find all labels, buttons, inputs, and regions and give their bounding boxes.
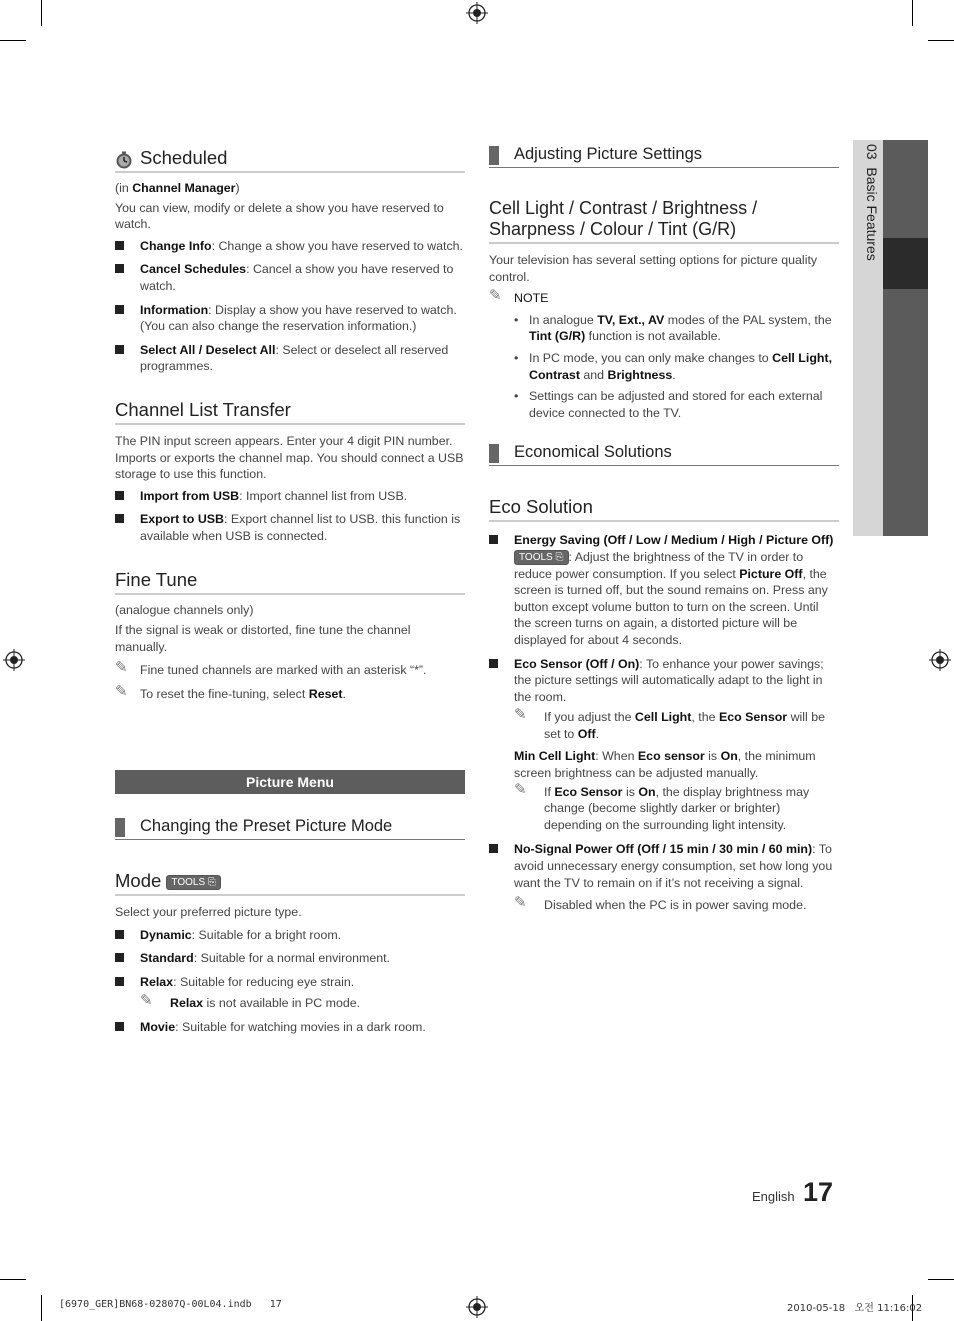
crop-mark [0, 1279, 26, 1280]
note: ✎ If Eco Sensor is On, the display brightness may change (become slightly darker or brighter) depending on the surrounding light intensity. [514, 780, 810, 832]
bullet-square-icon [115, 305, 124, 314]
list-item: Energy Saving (Off / Low / Medium / High / Picture Off) TOOLS ⎘ : Adjust the brightness of the TV in order to reduce power consumption. If you select Picture Off, the screen is turned off, but the sound remains on. Press any button except volume button to turn on the screen. Until the screen turns on again, a distorted picture will be displayed for about 4 seconds. [489, 532, 839, 648]
mode-intro: Select your preferred picture type. [115, 905, 302, 919]
bullet-square-icon [115, 264, 124, 273]
registration-mark-icon [466, 1296, 488, 1318]
left-column-lower [115, 815, 465, 1036]
mode-title: Mode [115, 870, 162, 891]
preset-picture-mode-heading: Changing the Preset Picture Mode [115, 815, 465, 840]
pencil-note-icon: ✎ [115, 659, 128, 677]
crop-mark [0, 40, 26, 41]
list-item: Dynamic: Suitable for a bright room. [115, 927, 465, 944]
list-item: Change Info: Change a show you have reserved to watch. [115, 238, 465, 255]
footer-file: [6970_GER]BN68-02807Q-00L04.indb 17 [59, 1299, 282, 1310]
bullet-square-icon [115, 977, 124, 986]
fine-tune-heading: Fine Tune [115, 569, 465, 595]
bullet-square-icon [115, 491, 124, 500]
eco-solution-heading: Eco Solution [489, 496, 839, 522]
scheduled-heading [115, 147, 465, 173]
list-item: Relax: Suitable for reducing eye strain. [115, 974, 465, 991]
scheduled-context: (in Channel Manager) [115, 181, 240, 195]
clock-icon [115, 151, 133, 169]
pencil-note-icon: ✎ [514, 706, 527, 724]
footer-language: English [752, 1189, 795, 1204]
adjusting-picture-settings-heading: Adjusting Picture Settings [489, 143, 839, 168]
bullet-square-icon [115, 514, 124, 523]
scheduled-title: Scheduled [140, 147, 228, 168]
note: ✎ If you adjust the Cell Light, the Eco Sensor will be set to Off. [514, 706, 825, 741]
bullet-square-icon [115, 930, 124, 939]
scheduled-intro: You can view, modify or delete a show you have reserved to watch. [115, 200, 444, 232]
right-column [489, 143, 839, 914]
channel-list-transfer-heading: Channel List Transfer [115, 399, 465, 425]
side-tab-label: 03 Basic Features [864, 144, 880, 261]
list-item: Information: Display a show you have reserved to watch. (You can also change the reservation information.) [115, 302, 465, 335]
registration-mark-icon [3, 649, 25, 671]
crop-mark [928, 40, 954, 41]
bullet-square-icon [489, 659, 498, 668]
economical-solutions-heading: Economical Solutions [489, 441, 839, 466]
list-item: Import from USB: Import channel list from USB. [115, 488, 465, 505]
fine-tune-intro: If the signal is weak or distorted, fine tune the channel manually. [115, 623, 411, 654]
note: ✎ Disabled when the PC is in power saving mode. [514, 894, 807, 913]
cell-intro: Your television has several setting options for picture quality control. [489, 253, 818, 284]
picture-menu-bar: Picture Menu [115, 770, 465, 794]
pencil-note-icon: ✎ [514, 894, 527, 912]
list-item: Eco Sensor (Off / On): To enhance your power savings; the picture settings will automatically adapt to the light in the room. [489, 656, 839, 706]
pencil-note-icon: ✎ [514, 780, 527, 798]
tools-badge: TOOLS ⎘ [514, 550, 569, 565]
crop-mark [41, 0, 42, 26]
page-number: 17 [803, 1177, 834, 1207]
bullet-square-icon [489, 535, 498, 544]
list-item: • In analogue TV, Ext., AV modes of the PAL system, the Tint (G/R) function is not available. [514, 312, 839, 345]
list-item: Standard: Suitable for a normal environment. [115, 950, 465, 967]
crop-mark [912, 0, 913, 26]
list-item: Export to USB: Export channel list to USB. this function is available when USB is connected. [115, 511, 465, 544]
left-column [115, 147, 465, 702]
mode-heading [115, 870, 465, 896]
bullet-square-icon [115, 241, 124, 250]
pencil-note-icon: ✎ [140, 992, 153, 1010]
list-item: • Settings can be adjusted and stored for each external device connected to the TV. [514, 388, 839, 421]
bullet-square-icon [115, 345, 124, 354]
list-item: Cancel Schedules: Cancel a show you have reserved to watch. [115, 261, 465, 294]
note-heading: ✎ NOTE [489, 287, 549, 306]
list-item: Movie: Suitable for watching movies in a dark room. [115, 1019, 465, 1036]
pencil-note-icon: ✎ [489, 287, 502, 305]
note: ✎ To reset the fine-tuning, select Reset. [115, 682, 346, 701]
cell-light-heading: Cell Light / Contrast / Brightness / Sharpness / Colour / Tint (G/R) [489, 198, 839, 244]
list-item: • In PC mode, you can only make changes to Cell Light, Contrast and Brightness. [514, 350, 839, 383]
min-cell-light: Min Cell Light: When Eco sensor is On, the minimum screen brightness can be adjusted manually. [514, 749, 816, 781]
bullet-square-icon [489, 844, 498, 853]
crop-mark [928, 1279, 954, 1280]
bullet-square-icon [115, 1022, 124, 1031]
side-tab-dark [883, 140, 928, 536]
pencil-note-icon: ✎ [115, 682, 128, 700]
footer-date: 2010-05-18 오전 11:16:02 [787, 1303, 923, 1314]
crop-mark [41, 1295, 42, 1321]
registration-mark-icon [466, 2, 488, 24]
note: ✎ Relax is not available in PC mode. [140, 992, 361, 1011]
tools-badge: TOOLS ⎘ [166, 875, 221, 890]
registration-mark-icon [929, 649, 951, 671]
note: ✎ Fine tuned channels are marked with an asterisk “*”. [115, 659, 427, 678]
list-item: No-Signal Power Off (Off / 15 min / 30 min / 60 min): To avoid unnecessary energy consumption, set how long you want the TV to remain on if it’s not receiving a signal. [489, 841, 839, 891]
fine-tune-scope: (analogue channels only) [115, 602, 254, 617]
list-item: Select All / Deselect All: Select or deselect all reserved programmes. [115, 342, 465, 375]
bullet-square-icon [115, 953, 124, 962]
side-tab-active [883, 238, 928, 289]
transfer-intro: The PIN input screen appears. Enter your 4 digit PIN number. Imports or exports the channel map. You should connect a USB storage to use this function. [115, 433, 464, 482]
